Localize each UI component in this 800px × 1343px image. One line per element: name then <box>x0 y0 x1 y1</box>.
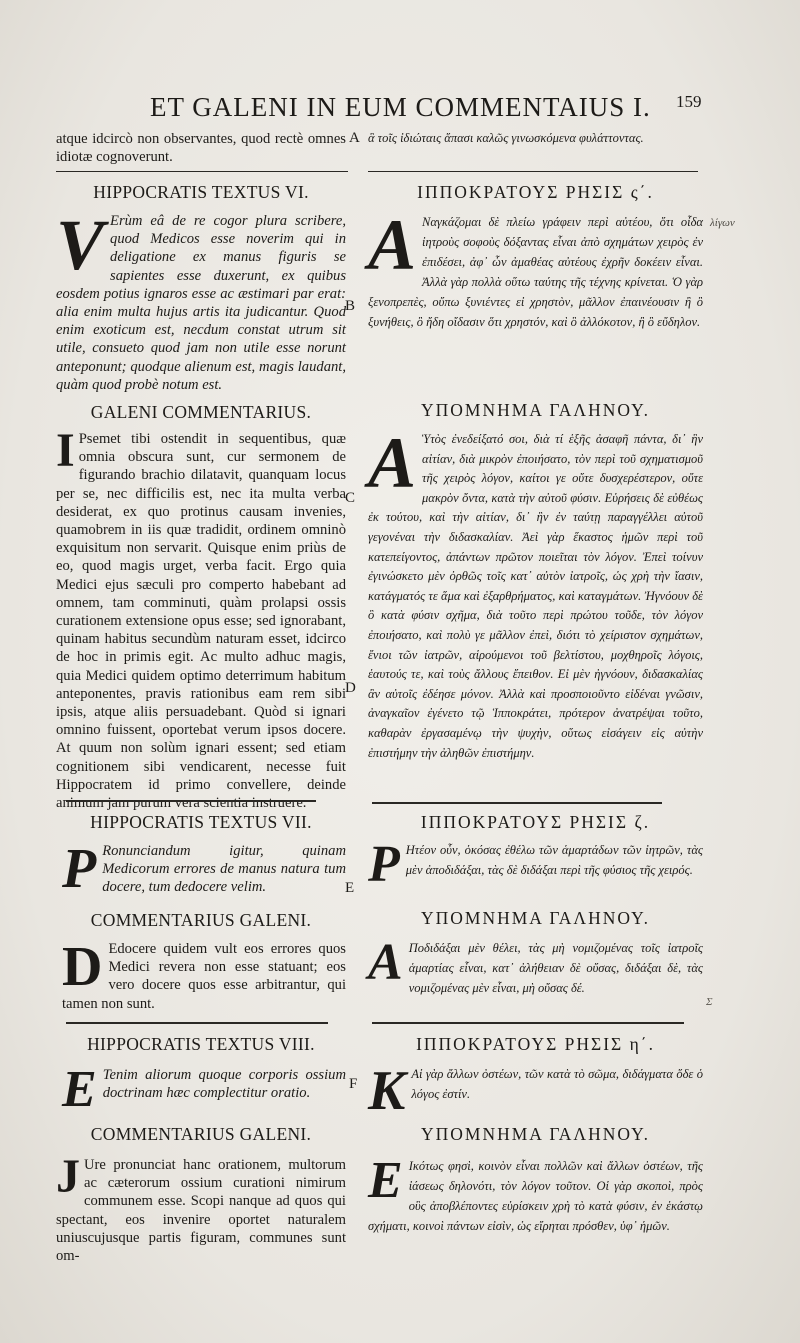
textus-7-latin: P Ronunciandum igitur, quinam Medicorum errores de manus natura tum docere, tum dedocere velim. <box>62 838 346 900</box>
textus-7-greek: P Ητέον οὖν, ὁκόσας ἐθέλω τῶν ἁμαρτάδων τῶν ἰητρῶν, τὰς μὲν ἀποδιδάξαι, τὰς δὲ διδάξαι περὶ τῆς φύσιος τῆς χειρός. <box>368 836 703 893</box>
marginal-note-top: λίγων <box>710 217 735 229</box>
commentarius-6-latin: I Psemet tibi ostendit in sequentibus, quæ omnia obscura sunt, cur sermonem de figurando brachio dilatavit, quanquam locus per se, nec difficilis est, nec ita multa verba desiderat, ex quo protinus causam invenies, quamobrem in iis quæ tradidit, ordinem omninò exquisitum non servarit. Quisque enim priùs de eo, quod magis urget, verba facit. Ergo quia Medici ejus sæculi pro comperto habebant ad omnem, tam comminuti, quàm prolapsi ossis curationem extensione opus esse; sed ignorabant, quinam habitus secundùm naturam esset, idcirco de hoc in primis egit. Ac multo adhuc magis, quia Medici quidem optimo deterrimum habitum anteponentes, pravis rationibus eam rem sibi ipsis, atque aliis persuadebant. Quòd si ignari omnino fuissent, oportebat verum ipsos docere. At quum non solùm ignari essent; sed etiam cognitionem sibi vendicarent, necesse fuit Hippocratem id primo convellere, deinde animum jam purum vera scientia instruere. <box>56 424 346 812</box>
dropcap-greek-a-2: A <box>368 423 417 503</box>
margin-letter-c: C <box>345 490 356 506</box>
margin-letter-f: F <box>349 1076 358 1092</box>
rule-left-3 <box>66 1022 328 1024</box>
textus-6-latin: V Erùm eâ de re cogor plura scribere, quod Medicos esse noverim qui in deligatione ex manus figuris se sapientes esse duxerunt, ex quibus eosdem potius ignaros esse ac æstimari par erat: alia enim multa hujus artis ita judicantur. Quod enim exoticum est, necdum constat utrum sit utile, consueto quod jam non utile esse norunt anteponunt; quodque alienum est, magis laudant, quàm quod probè notum est. <box>56 205 346 393</box>
heading-hippocratis-textus-6: HIPPOCRATIS TEXTUS VI. <box>93 182 309 202</box>
commentarius-7-greek: A Ποδιδάξαι μὲν θέλει, τὰς μὴ νομιζομένας τοῖς ἰατροῖς ἁμαρτίας εἶναι, κατ᾽ ἀλήθειαν δὲ οὔσας, διδάξαι δὲ, τὰς νομιζομένας μὲν εἶναι, μὴ οὔσας δέ. <box>368 934 703 995</box>
rule-left-2 <box>66 800 316 802</box>
marginal-note-mid: Σ <box>706 996 713 1008</box>
dropcap-e: E <box>62 1061 97 1118</box>
commentarius-8-greek: E Ικότως φησὶ, κοινὸν εἶναι πολλῶν καὶ ἄλλων ὀστέων, τῆς ἰάσεως δηλονότι, τὸν λόγον τοῦτον. Οἱ γὰρ σκοποὶ, πρὸς οὓς ἀποβλέποντες εὑρίσκειν χρὴ τὸ κατὰ φύσιν, ἐν ἑκάστῳ σχήματι, κοινοὶ πάντων εἰσὶν, ὡς εἴρηται πρόσθεν, ὑφ᾽ ἡμῶν. <box>368 1152 703 1233</box>
heading-rhesis-8: ΙΠΠΟΚΡΑΤΟΥΣ ΡΗΣΙΣ η΄. <box>416 1034 655 1054</box>
commentarius-8-latin: J Ure pronunciat hanc orationem, multorum ac cæterorum ossium curationi nimirum communem esse. Scopi nanque ad quos qui spectant, eos invenire oportet naturalem uniuscujusque partis figuram, communes sunt om- <box>56 1150 346 1265</box>
margin-letter-e: E <box>345 880 355 896</box>
margin-letter-b: B <box>345 298 356 314</box>
commentarius-6-greek: A Ὑτὸς ἐνεδείξατό σοι, διὰ τί ἑξῆς ἀσαφῆ πάντα, δι᾽ ἣν αἰτίαν, διὰ μικρὸν ἐποιήσατο, τὸν περὶ τοῦ σχηματισμοῦ τῆς χειρὸς λόγον, καίτοι γε οὔτε δυσχερέστερον, οὔτε μακρὸν ὄντα, κατὰ τὴν αὐτοῦ φύσιν. Εὑρήσεις δὲ εὐθέως ἐκ τούτου, καὶ τὴν αἰτίαν, δι᾽ ἣν ἐν ταύτῃ παραγγέλλει αὐτοῦ γεγονέναι τὴν διδασκαλίαν. Ἀεὶ γὰρ ἕκαστος ἡμῶν περὶ τοῦ κατεπείγοντος, ἀπάντων πρῶτον ποιεῖται τὸν λόγον. Ἐπεὶ τοίνυν ἐγινώσκετο μὲν ὀρθῶς τοῖς κατ᾽ αὐτὸν ἰατροῖς, ὡς χρὴ τὴν ἴασιν, κατάγματός τε ἅμα καὶ ἐξαρθρήματος, καὶ καταγμάτων. Ἠγνόουν δὲ ὃ κατὰ φύσιν σχῆμα, διὰ τοῦτο περὶ πρώτου τοῦδε, τὸν λόγον ἐποιήσατο, καὶ πολὺ γε μᾶλλον ἐπεὶ, διότι τὸ χείριστον σχημάτων, ἔνιοι τῶν ἰατρῶν, αἱρούμενοι τοῦ βελτίστου, μοχθηροῖς λόγοις, ἑαυτούς τε, καὶ τοὺς ἄλλους ἔπειθον. Εἰ μὲν ἠγνόουν, διδασκαλίας ἂν αὐτοῖς ἐδέησε μόνον. Ἀλλὰ καὶ προσποιοῦντο εἰδέναι γνῶσιν, ἀναγκαῖον ἐγένετο τῷ Ἱπποκράτει, πρότερον ἀνατρέψαι τοῦτο, καθαρὰν ἐργασαμένῳ τὴν ψυχὴν, οὕτως εἰσάγειν εἰς αὐτὴν ἐπιστήμην τὴν ἀληθῶν ἐπιστήμην. <box>368 423 703 760</box>
dropcap-v: V <box>56 205 105 285</box>
heading-commentarius-galeni-8: COMMENTARIUS GALENI. <box>90 1124 312 1144</box>
dropcap-greek-e: E <box>368 1152 403 1209</box>
margin-letter-a: A <box>349 130 360 146</box>
dropcap-p: P <box>62 838 97 900</box>
greek-continuation: ἃ τοῖς ἰδιώταις ἅπασι καλῶς γινωσκόμενα φυλάττοντας. <box>368 131 644 145</box>
dropcap-greek-k: K <box>368 1060 406 1122</box>
rule-right-2 <box>372 802 662 804</box>
dropcap-i: I <box>56 424 75 477</box>
heading-hypomnema-8: ΥΠΟΜΝΗΜΑ ΓΑΛΗΝΟΥ. <box>421 1124 650 1144</box>
heading-rhesis-7: ΙΠΠΟΚΡΑΤΟΥΣ ΡΗΣΙΣ ζ. <box>420 812 651 832</box>
heading-hypomnema-6: ΥΠΟΜΝΗΜΑ ΓΑΛΗΝΟΥ. <box>421 400 650 420</box>
textus-8-greek: K Αἱ γὰρ ἄλλων ὀστέων, τῶν κατὰ τὸ σῶμα, διδάγματα ὅδε ὁ λόγος ἐστίν. <box>368 1060 703 1122</box>
running-head: ET GALENI IN EUM COMMENTAIUS I. <box>150 92 651 122</box>
heading-hypomnema-7: ΥΠΟΜΝΗΜΑ ΓΑΛΗΝΟΥ. <box>421 908 650 928</box>
rule-right-1 <box>368 171 698 172</box>
dropcap-j: J <box>56 1150 80 1203</box>
heading-galeni-commentarius-6: GALENI COMMENTARIUS. <box>90 402 312 422</box>
dropcap-d: D <box>62 936 103 998</box>
rule-right-3 <box>372 1022 684 1024</box>
latin-continuation: atque idcircò non observantes, quod rectè omnes idiotæ cognoverunt. <box>56 131 346 166</box>
heading-hippocratis-textus-8: HIPPOCRATIS TEXTUS VIII. <box>87 1034 315 1054</box>
heading-commentarius-galeni-7: COMMENTARIUS GALENI. <box>90 910 312 930</box>
commentarius-7-latin: D Edocere quidem vult eos errores quos Medici revera non esse statuant; eos vero docere quos esse arbitrantur, qui tamen non sunt. <box>62 936 346 1012</box>
heading-hippocratis-textus-7: HIPPOCRATIS TEXTUS VII. <box>90 812 312 832</box>
heading-rhesis-6: ΙΠΠΟΚΡΑΤΟΥΣ ΡΗΣΙΣ ς΄. <box>417 182 654 202</box>
rule-left-1 <box>56 171 348 172</box>
dropcap-greek-p: P <box>368 836 400 893</box>
margin-letter-d: D <box>345 680 356 696</box>
textus-6-greek: A Ναγκάζομαι δὲ πλείω γράφειν περὶ αὐτέου, ὅτι οἶδα ἰητροὺς σοφοὺς δόξαντας εἶναι ἀπὸ σχημάτων χειρὸς ἐν ἐπιδέσει, ἀφ᾽ ὧν ἀμαθέας αὐτέους ἐχρῆν δοκέειν εἶναι. Ἀλλὰ γὰρ πολλὰ οὕτω ταύτης τῆς τέχνης κρίνεται. Ὁ γὰρ ξενοπρεπὲς, οὔπω ξυνιέντες εἰ χρηστὸν, μᾶλλον ἐπαινέουσιν ἢ ὃ ξυνήθεις, ὃ ἤδη οἴδασιν ὅτι χρηστόν, καὶ ὃ ἀλλόκοτον, ἢ ὃ εὔδηλον. <box>368 205 703 329</box>
dropcap-greek-a-3: A <box>368 934 403 991</box>
page-number: 159 <box>676 92 702 111</box>
dropcap-greek-a-1: A <box>368 205 417 285</box>
textus-8-latin: E Tenim aliorum quoque corporis ossium doctrinam hæc complectitur oratio. <box>62 1061 346 1118</box>
